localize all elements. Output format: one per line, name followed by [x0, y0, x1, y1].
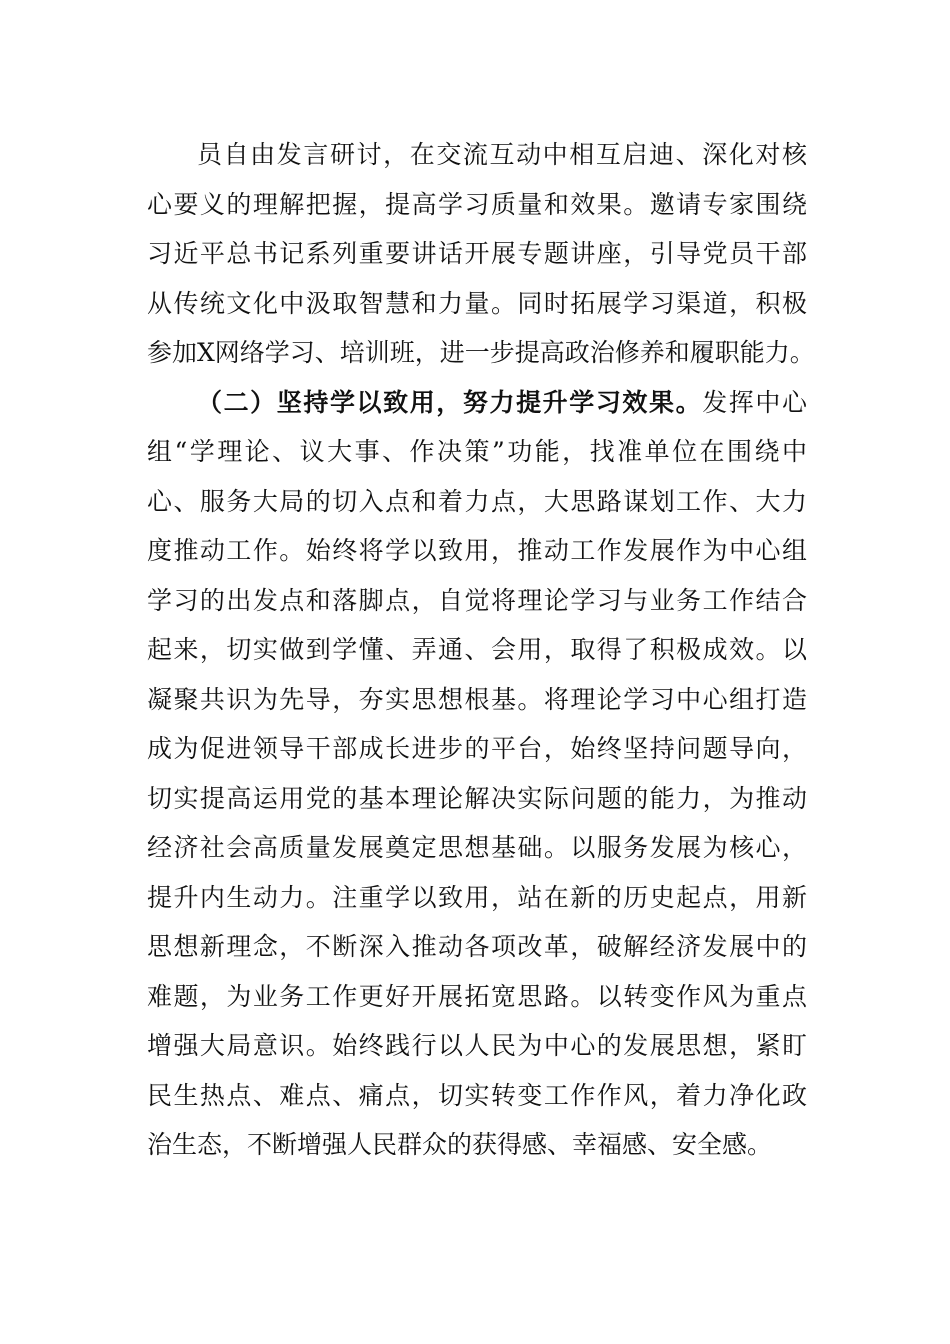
text-line: 参加X网络学习、培训班，进一步提高政治修养和履职能力。	[147, 338, 815, 367]
text-line: 员自由发言研讨，在交流互动中相互启迪、深化对核	[197, 140, 807, 169]
text-line: 切实提高运用党的基本理论解决实际问题的能力，为推动	[147, 783, 807, 813]
text-line: 学习的出发点和落脚点，自觉将理论学习与业务工作结合	[147, 585, 807, 615]
text-line: 提升内生动力。注重学以致用，站在新的历史起点，用新	[147, 882, 807, 912]
text-line: 发挥中心	[702, 387, 807, 417]
paragraph-1	[147, 130, 815, 378]
text-line: 度推动工作。始终将学以致用，推动工作发展作为中心组	[147, 536, 807, 565]
text-line: 治生态，不断增强人民群众的获得感、幸福感、安全感。	[147, 1130, 773, 1159]
text-line: 思想新理念，不断深入推动各项改革，破解经济发展中的	[147, 932, 807, 961]
text-line: 从传统文化中汲取智慧和力量。同时拓展学习渠道，积极	[147, 288, 807, 318]
text-line: 凝聚共识为先导，夯实思想根基。将理论学习中心组打造	[147, 684, 807, 714]
text-line: 难题，为业务工作更好开展拓宽思路。以转变作风为重点	[147, 981, 807, 1011]
text-line: 增强大局意识。始终践行以人民为中心的发展思想，紧盯	[147, 1031, 807, 1060]
text-line: 成为促进领导干部成长进步的平台，始终坚持问题导向，	[147, 734, 807, 763]
text-line: 民生热点、难点、痛点，切实转变工作作风，着力净化政	[147, 1080, 807, 1110]
paragraph-2	[147, 378, 807, 1170]
text-line: 心要义的理解把握，提高学习质量和效果。邀请专家围绕	[147, 189, 807, 219]
text-line: 经济社会高质量发展奠定思想基础。以服务发展为核心，	[147, 833, 807, 862]
text-line: 组“学理论、议大事、作决策”功能，找准单位在围绕中	[147, 437, 807, 466]
text-line: 习近平总书记系列重要讲话开展专题讲座，引导党员干部	[147, 239, 807, 268]
document-page	[147, 130, 815, 1170]
section-heading: （二）坚持学以致用，努力提升学习效果。	[197, 387, 703, 417]
section-heading-line	[147, 378, 807, 428]
text-line: 心、服务大局的切入点和着力点，大思路谋划工作、大力	[147, 486, 807, 516]
text-line: 起来，切实做到学懂、弄通、会用，取得了积极成效。以	[147, 635, 807, 664]
